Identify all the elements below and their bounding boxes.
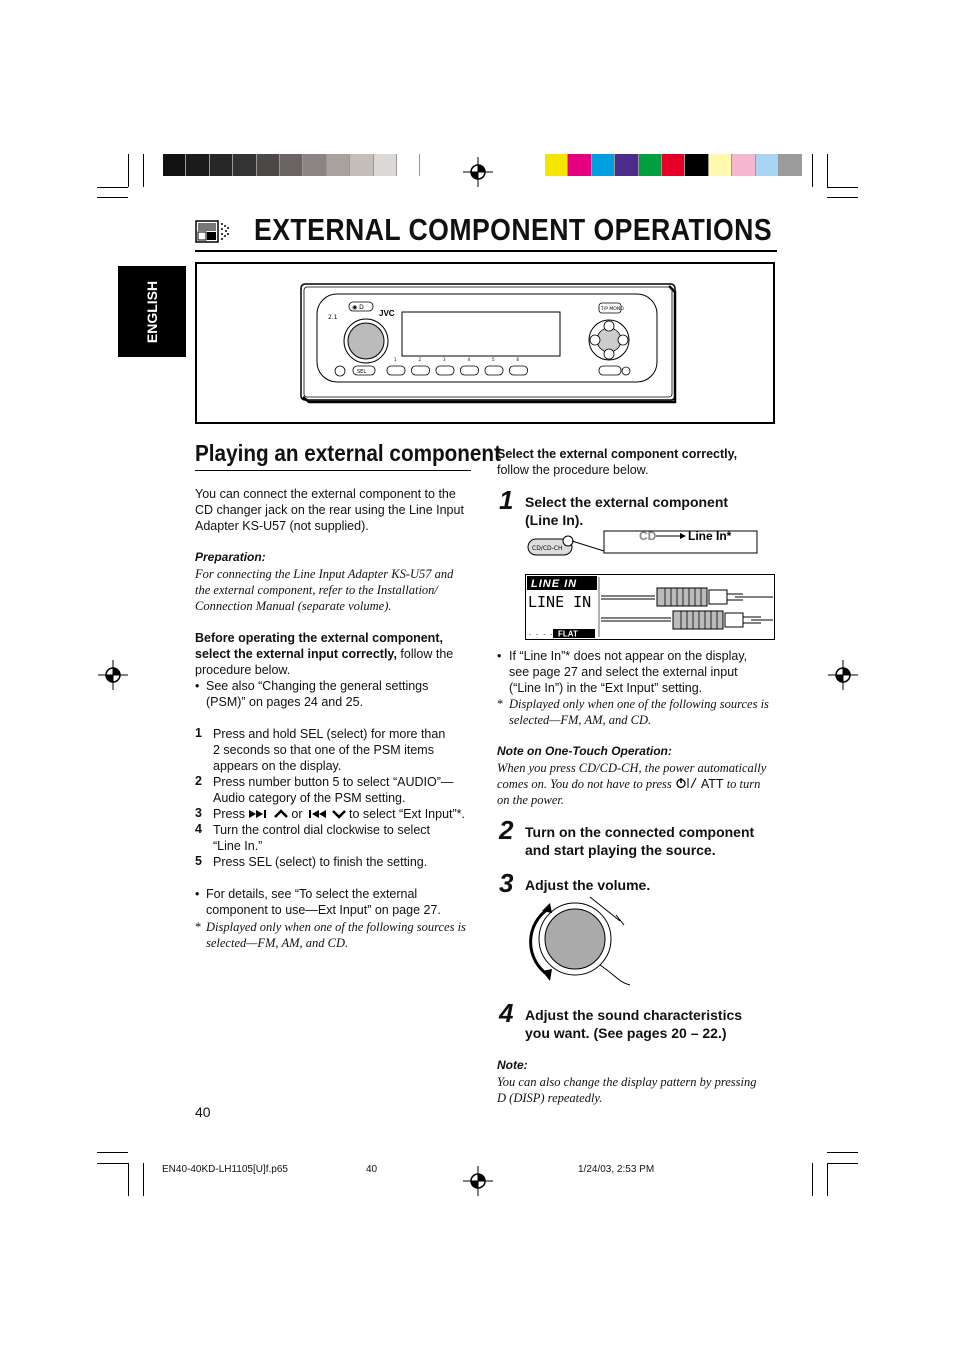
step-line: Audio category of the PSM setting.: [213, 791, 406, 805]
power-icon: [675, 777, 701, 789]
footnote-line: selected—FM, AM, and CD.: [206, 936, 349, 950]
volume-knob-illustration: [520, 895, 630, 987]
calibration-swatch: [186, 154, 209, 176]
footer-date: 1/24/03, 2:53 PM: [578, 1164, 655, 1175]
select-bold: Select the external component correctly,: [497, 447, 738, 461]
preset-button: [510, 366, 528, 375]
display-note: [497, 1074, 756, 1106]
bullet-line: see page 27 and select the external input: [509, 665, 738, 679]
preset-label: 3: [443, 357, 446, 362]
step-3-line: [213, 806, 465, 822]
calibration-swatch: [756, 154, 779, 176]
step-4-text: [525, 1006, 742, 1042]
step-line: Press number button 5 to select “AUDIO”—: [213, 775, 454, 789]
footnote-line: Displayed only when one of the following sources is: [509, 697, 769, 711]
calibration-swatch: [210, 154, 233, 176]
step-1-line: (Line In).: [525, 512, 584, 528]
calibration-swatch: [685, 154, 708, 176]
calibration-swatch: [732, 154, 755, 176]
step-3-post: to select “Ext Input”*.: [348, 807, 466, 821]
cd-button-diagram: [522, 527, 762, 561]
before-line-1: Before operating the external component,: [195, 631, 443, 645]
skip-back-icon: [306, 809, 328, 819]
cd-button-label: CD/CD-CH: [532, 545, 563, 552]
step-1-number: 1: [499, 485, 514, 515]
step-line: Press and hold SEL (select) for more than: [213, 727, 446, 741]
calibration-swatch: [303, 154, 326, 176]
chevron-up-icon: [274, 809, 288, 819]
before-line-3: procedure below.: [195, 663, 291, 677]
step-4-line: you want. (See pages 20 – 22.): [525, 1025, 727, 1041]
step-3-text: Adjust the volume.: [525, 877, 651, 893]
select-correctly-paragraph: [497, 446, 777, 478]
step-number: 3: [195, 806, 202, 820]
att-label: ATT: [700, 777, 724, 791]
preset-label: 4: [467, 357, 471, 362]
calibration-swatch: [639, 154, 662, 176]
footnote-line: Displayed only when one of the following sources is: [206, 920, 466, 934]
preset-label: 6: [516, 357, 520, 362]
footer-page: 40: [366, 1164, 378, 1175]
step-1-text: [525, 493, 728, 529]
cd-source-label: CD: [639, 529, 657, 543]
step-line: “Line In.”: [213, 839, 263, 853]
skip-forward-icon: [248, 809, 270, 819]
step-line: Turn the control dial clockwise to select: [213, 823, 430, 837]
bullet-line: For details, see “To select the external: [206, 887, 418, 901]
step-number: 4: [195, 822, 202, 836]
step-3-number: 3: [499, 868, 514, 898]
calibration-swatch: [615, 154, 638, 176]
display-logo: LINE IN: [531, 578, 578, 590]
car-radio-illustration: [197, 264, 773, 422]
preparation-label: Preparation:: [195, 550, 266, 564]
note-line-part: to turn: [726, 777, 761, 791]
section-heading-rule: [195, 470, 471, 471]
calibration-swatch: [163, 154, 186, 176]
line-in-display-diagram: [525, 574, 775, 640]
step-2-number: 2: [499, 815, 514, 845]
intro-paragraph: [195, 486, 480, 534]
intro-line: Adapter KS-U57 (not supplied).: [195, 519, 369, 533]
calibration-swatch: [662, 154, 685, 176]
step-4-line: Adjust the sound characteristics: [525, 1007, 743, 1023]
calibration-swatch: [280, 154, 303, 176]
calibration-swatch: [327, 154, 350, 176]
note-line: You can also change the display pattern by pressing: [497, 1075, 757, 1089]
calibration-swatch: [779, 154, 802, 176]
step-number: 2: [195, 774, 202, 788]
before-line-2-bold: select the external input correctly,: [195, 647, 397, 661]
step-4-number: 4: [499, 998, 514, 1028]
step-3-pre: Press: [213, 807, 245, 821]
preset-button: [412, 366, 430, 375]
step-2-line: and start playing the source.: [525, 842, 716, 858]
registration-target-icon: [463, 157, 493, 187]
svg-text:2.1: 2.1: [328, 314, 338, 321]
grayscale-calibration-bar: [163, 154, 420, 176]
title-rule: [195, 250, 777, 252]
svg-text:◉ D: ◉ D: [352, 304, 364, 311]
radio-brand-label: JVC: [379, 309, 395, 318]
step-1-line: Select the external component: [525, 494, 729, 510]
display-note-label: Note:: [497, 1058, 528, 1072]
page-number: 40: [195, 1104, 211, 1120]
bullet-line: If “Line In”* does not appear on the display,: [509, 649, 748, 663]
radio-sel-label: SEL: [357, 369, 367, 375]
note-line: D (DISP) repeatedly.: [497, 1091, 603, 1105]
note-line: When you press CD/CD-CH, the power automatically: [497, 761, 767, 775]
preset-button: [485, 366, 503, 375]
chevron-down-icon: [332, 809, 346, 819]
select-normal: follow the procedure below.: [497, 463, 649, 477]
step-2-text: [525, 823, 754, 859]
language-tab: [118, 266, 186, 357]
registration-target-icon: [463, 1166, 493, 1196]
intro-line: You can connect the external component to the: [195, 487, 456, 501]
intro-line: CD changer jack on the rear using the Line Input: [195, 503, 464, 517]
radio-illustration-box: [195, 262, 775, 424]
preset-label: 2: [418, 357, 422, 362]
preset-label: 1: [394, 357, 397, 362]
color-calibration-bar: [545, 154, 802, 176]
display-text: LINE IN: [528, 593, 592, 611]
prep-line: the external component, refer to the Installation/: [195, 583, 438, 597]
step-line: 2 seconds so that one of the PSM items: [213, 743, 434, 757]
calibration-swatch: [257, 154, 280, 176]
before-line-2-normal: follow the: [396, 647, 454, 661]
footer-file: EN40-40KD-LH1105[U]f.p65: [162, 1164, 288, 1175]
language-tab-label: ENGLISH: [144, 280, 160, 344]
display-eq: FLAT: [558, 629, 578, 639]
page-title: EXTERNAL COMPONENT OPERATIONS: [254, 212, 773, 247]
calibration-swatch: [350, 154, 373, 176]
calibration-swatch: [374, 154, 397, 176]
section-heading: Playing an external component: [195, 440, 501, 466]
bullet-line: (PSM)” on pages 24 and 25.: [206, 695, 364, 709]
svg-text:T/P MONO: T/P MONO: [601, 307, 624, 312]
line-in-source-label: Line In*: [688, 529, 732, 543]
section-icon: [195, 218, 235, 244]
note-line-part: comes on. You do not have to press: [497, 777, 672, 791]
one-touch-note: [497, 760, 782, 808]
calibration-swatch: [709, 154, 732, 176]
calibration-swatch: [568, 154, 591, 176]
prep-line: For connecting the Line Input Adapter KS-U57 and: [195, 567, 454, 581]
svg-text:- - - -: - - - -: [528, 631, 554, 638]
step-number: 5: [195, 854, 202, 868]
psm-steps-list: [195, 726, 485, 876]
footnote-line: selected—FM, AM, and CD.: [509, 713, 652, 727]
before-operating-paragraph: [195, 630, 485, 678]
step-2-line: Turn on the connected component: [525, 824, 755, 840]
bullet-line: See also “Changing the general settings: [206, 679, 429, 693]
prep-line: Connection Manual (separate volume).: [195, 599, 392, 613]
step-number: 1: [195, 726, 202, 740]
calibration-swatch: [397, 154, 420, 176]
note-line: on the power.: [497, 793, 565, 807]
preset-label: 5: [492, 357, 495, 362]
registration-target-icon: [828, 660, 858, 690]
step-line: appears on the display.: [213, 759, 342, 773]
preparation-text: [195, 566, 485, 614]
preset-button: [461, 366, 479, 375]
one-touch-note-label: Note on One-Touch Operation:: [497, 744, 672, 758]
calibration-swatch: [233, 154, 256, 176]
calibration-swatch: [592, 154, 615, 176]
registration-target-icon: [98, 660, 128, 690]
preset-button: [387, 366, 405, 375]
step-line: Press SEL (select) to finish the setting.: [213, 855, 428, 869]
bullet-line: component to use—Ext Input” on page 27.: [206, 903, 441, 917]
preset-button: [436, 366, 454, 375]
bullet-line: (“Line In”) in the “Ext Input” setting.: [509, 681, 703, 695]
step-3-mid: or: [291, 807, 303, 821]
calibration-swatch: [545, 154, 568, 176]
